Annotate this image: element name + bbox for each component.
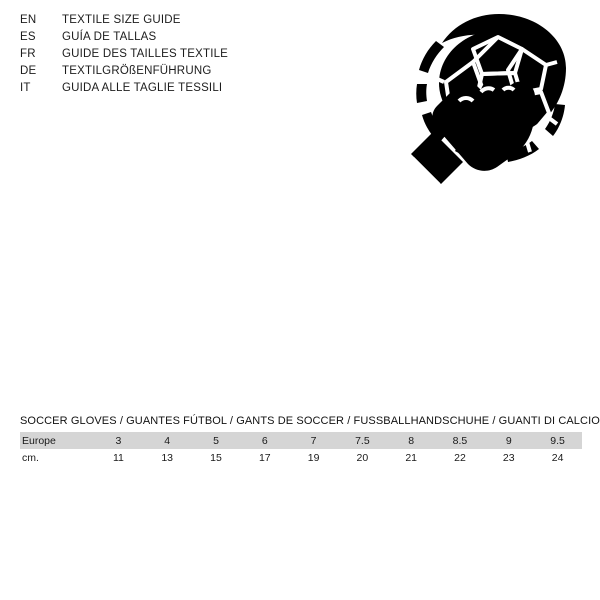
legend-language-code: EN: [20, 14, 37, 26]
table-cell: 7: [310, 434, 317, 447]
legend-language-label: GUIDA ALLE TAGLIE TESSILI: [62, 82, 223, 94]
table-row: [20, 432, 582, 449]
legend-language-label: TEXTILE SIZE GUIDE: [62, 14, 181, 26]
table-row-header: cm.: [22, 451, 39, 464]
table-cell: 8.5: [452, 434, 468, 447]
legend-row: [20, 48, 320, 65]
table-cell: 7.5: [355, 434, 370, 447]
table-cell: 3: [115, 434, 122, 447]
table-cell: 20: [356, 451, 369, 464]
table-cell: 4: [164, 434, 171, 447]
legend-row: [20, 82, 320, 99]
table-cell: 22: [454, 451, 466, 464]
legend-language-code: FR: [20, 48, 36, 60]
table-cell: 24: [551, 451, 564, 464]
language-legend: [20, 14, 320, 99]
size-table-section: [20, 415, 600, 466]
legend-row: [20, 31, 320, 48]
table-row-header: Europe: [22, 434, 56, 447]
glove-ball-icon: [395, 8, 585, 198]
legend-language-code: ES: [20, 31, 36, 43]
table-cell: 23: [502, 451, 515, 464]
table-cell: 15: [210, 451, 222, 464]
table-cell: 13: [161, 451, 174, 464]
table-cell: 8: [408, 434, 415, 447]
table-cell: 5: [213, 434, 219, 447]
legend-language-code: DE: [20, 65, 37, 77]
table-cell: 6: [261, 434, 268, 447]
table-cell: 11: [112, 451, 124, 464]
legend-language-label: GUIDE DES TAILLES TEXTILE: [62, 48, 229, 60]
size-table: [20, 432, 582, 466]
size-table-title: SOCCER GLOVES / GUANTES FÚTBOL / GANTS DE SOCCER / FUSSBALLHANDSCHUHE / GUANTI DI CALCIO: [20, 415, 600, 427]
table-row: [20, 449, 582, 466]
table-cell: 17: [258, 451, 271, 464]
table-cell: 9.5: [550, 434, 565, 447]
legend-language-code: IT: [20, 82, 31, 94]
table-cell: 19: [307, 451, 320, 464]
legend-language-label: GUÍA DE TALLAS: [62, 31, 157, 43]
table-cell: 9: [505, 434, 512, 447]
table-cell: 21: [405, 451, 418, 464]
legend-language-label: TEXTILGRÖßENFÜHRUNG: [62, 65, 212, 77]
legend-row: [20, 65, 320, 82]
legend-row: [20, 14, 320, 31]
